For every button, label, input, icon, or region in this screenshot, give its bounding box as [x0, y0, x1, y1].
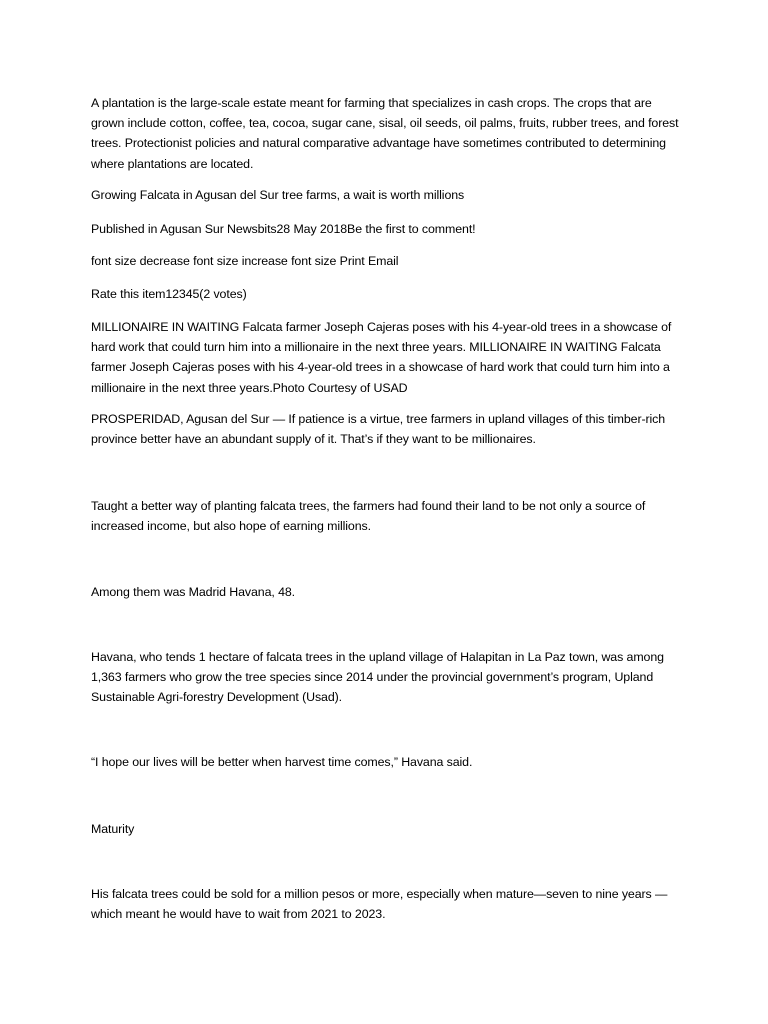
article-title: Growing Falcata in Agusan del Sur tree farms, a wait is worth millions: [91, 188, 465, 202]
photo-caption: MILLIONAIRE IN WAITING Falcata farmer Joseph Cajeras poses with his 4-year-old trees in a showcase of hard work that could turn him into a millionaire in the next three years. MILLIONAIRE IN WAITING Falcata farmer Joseph Cajeras poses with his 4-year-old trees in a showcase of hard work that could turn him into a millionaire in the next three years.Photo Courtesy of USAD: [91, 320, 672, 395]
body-paragraph: His falcata trees could be sold for a million pesos or more, especially when mature—seven to nine years —which meant he would have to wait from 2021 to 2023.: [91, 887, 668, 922]
article-lead-paragraph: PROSPERIDAD, Agusan del Sur — If patience is a virtue, tree farmers in upland villages of this timber-rich province better have an abundant supply of it. That’s if they want to be millionaires.: [91, 412, 666, 447]
intro-paragraph: A plantation is the large-scale estate meant for farming that specializes in cash crops. The crops that are grown include cotton, coffee, tea, cocoa, sugar cane, sisal, oil seeds, oil palms, fruits, rubber trees, and forest trees. Protectionist policies and natural comparative advantage have sometimes contributed to determining where plantations are located.: [91, 96, 679, 171]
body-paragraph: Among them was Madrid Havana, 48.: [91, 585, 296, 599]
publication-line: Published in Agusan Sur Newsbits28 May 2018Be the first to comment!: [91, 222, 476, 236]
font-size-controls-text: font size decrease font size increase font size Print Email: [91, 254, 399, 268]
body-paragraph: Taught a better way of planting falcata trees, the farmers had found their land to be not only a source of increased income, but also hope of earning millions.: [91, 499, 646, 534]
rating-line: Rate this item12345(2 votes): [91, 287, 247, 301]
quote-paragraph: “I hope our lives will be better when harvest time comes,” Havana said.: [91, 755, 473, 769]
body-paragraph: Havana, who tends 1 hectare of falcata trees in the upland village of Halapitan in La Paz town, was among 1,363 farmers who grow the tree species since 2014 under the provincial government’s program, Upland Sustainable Agri-forestry Development (Usad).: [91, 650, 664, 705]
section-heading: Maturity: [91, 822, 135, 836]
